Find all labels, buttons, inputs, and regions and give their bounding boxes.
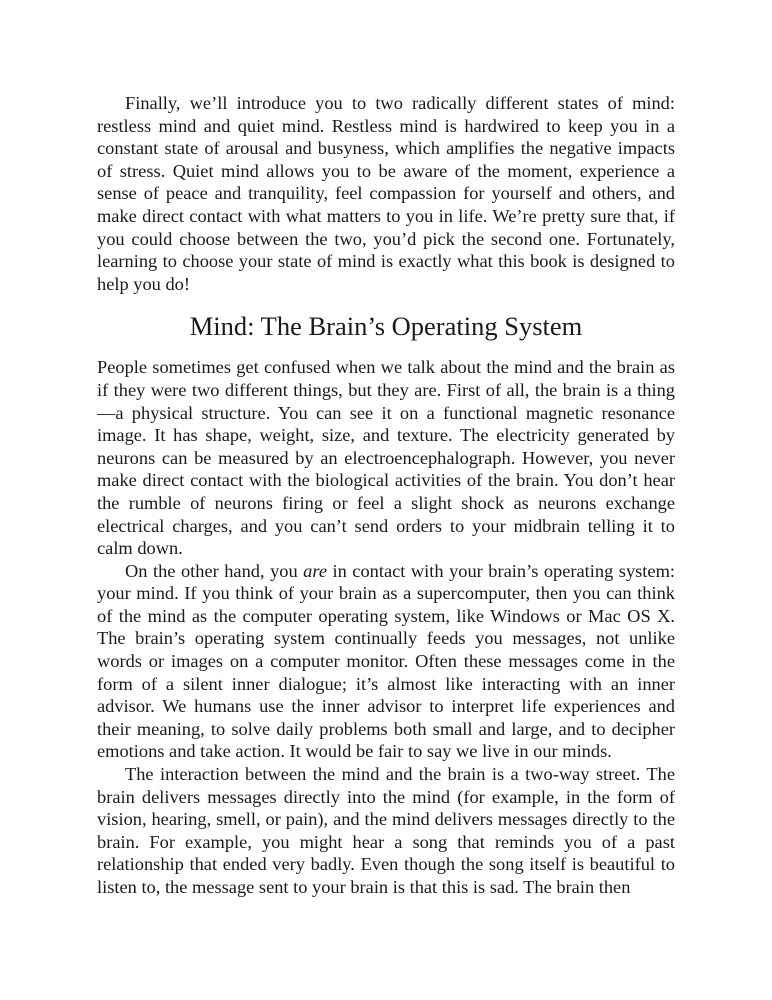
paragraph-2-rest: in contact with your brain’s operating system: your mind. If you think of your brain as a supercomputer, then you can think of the mind as the computer operating system, like Windows or Mac OS X. The brain’s operating system continually feeds you messages, not unlike words or images on a computer monitor. Often these messages come in the form of a silent inner dialogue; it’s almost like interacting with an inner advisor. We humans use the inner advisor to interpret life experiences and their meaning, to solve daily problems both small and large, and to decipher emotions and take action. It would be fair to say we live in our minds.: [97, 560, 675, 762]
body-paragraph-3: The interaction between the mind and the brain is a two-way street. The brain delivers messages directly into the mind (for example, in the form of vision, hearing, smell, or pain), and the mind delivers messages directly to the brain. For example, you might hear a song that reminds you of a past relationship that ended very badly. Even though the song itself is beautiful to listen to, the message sent to your brain is that this is sad. The brain then: [97, 764, 675, 897]
document-page: [97, 92, 675, 899]
section-heading: Mind: The Brain’s Operating System: [189, 311, 583, 342]
paragraph-2-lead: On the other hand, you: [125, 560, 304, 581]
body-paragraph-1: People sometimes get confused when we talk about the mind and the brain as if they were two different things, but they are. First of all, the brain is a thing—a physical structure. You can see it on a functional magnetic resonance image. It has shape, weight, size, and texture. The electricity generated by neurons can be measured by an electroencephalograph. However, you never make direct contact with the biological activities of the brain. You don’t hear the rumble of neurons firing or feel a slight shock as neurons exchange electrical charges, and you can’t send orders to your midbrain telling it to calm down.: [97, 357, 675, 559]
intro-paragraph: Finally, we’ll introduce you to two radically different states of mind: restless mind and quiet mind. Restless mind is hardwired to keep you in a constant state of arousal and busyness, which amplifies the negative impacts of stress. Quiet mind allows you to be aware of the moment, experience a sense of peace and tranquility, feel compassion for yourself and others, and make direct contact with what matters to you in life. We’re pretty sure that, if you could choose between the two, you’d pick the second one. Fortunately, learning to choose your state of mind is exactly what this book is designed to help you do!: [97, 93, 675, 294]
body-paragraph-2: [97, 560, 675, 763]
emphasized-word: are: [303, 560, 327, 581]
